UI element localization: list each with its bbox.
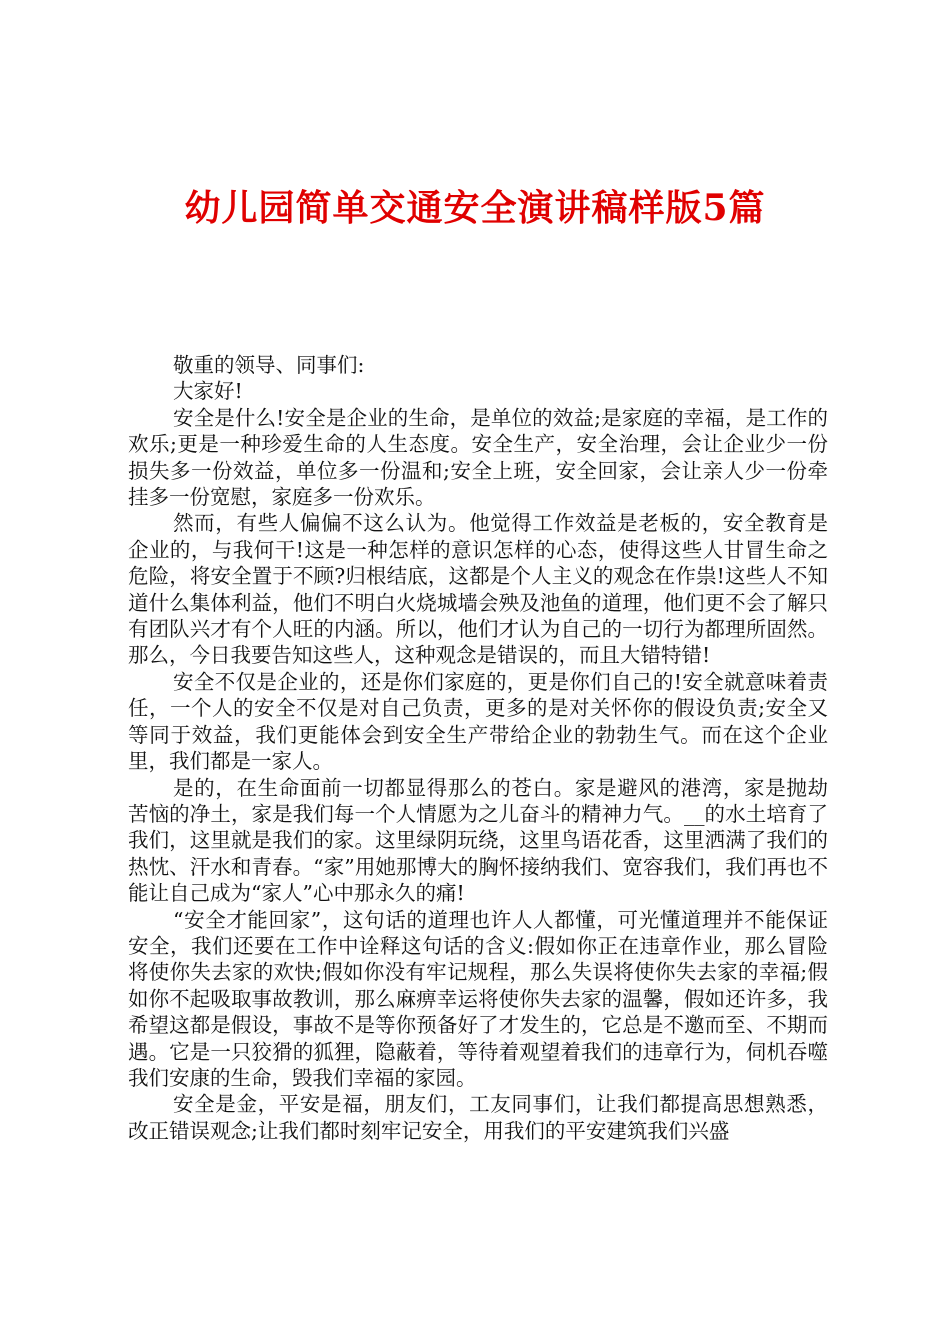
salutation-paragraph: 敬重的领导、同事们: xyxy=(173,353,365,377)
document-body xyxy=(128,352,828,1144)
body-paragraph: “安全才能回家”，这句话的道理也许人人都懂，可光懂道理并不能保证安全，我们还要在工作中诠释这句话的含义:假如你正在违章作业，那么冒险将使你失去家的欢快;假如你没有牢记规程，那么失误将使你失去家的幸福;假如你不起吸取事故教训，那么麻痹幸运将使你失去家的温馨，假如还许多，我希望这都是假设，事故不是等你预备好了才发生的，它总是不邀而至、不期而遇。它是一只狡猾的狐狸，隐蔽着，等待着观望着我们的违章行为，伺机吞噬我们安康的生命，毁我们幸福的家园。 xyxy=(128,907,828,1090)
body-paragraph: 是的，在生命面前一切都显得那么的苍白。家是避风的港湾，家是抛劫苦恼的净土，家是我们每一个人情愿为之儿奋斗的精神力气。__的水土培育了我们，这里就是我们的家。这里绿阴玩绕，这里鸟语花香，这里洒满了我们的热忱、汗水和青春。“家”用她那博大的胸怀接纳我们、宽容我们，我们再也不能让自己成为“家人”心中那永久的痛! xyxy=(128,775,828,906)
document-title: 幼儿园简单交通安全演讲稿样版5篇 xyxy=(184,187,766,229)
body-paragraph: 安全不仅是企业的，还是你们家庭的，更是你们自己的!安全就意味着责任，一个人的安全不仅是对自己负责，更多的是对关怀你的假设负责;安全又等同于效益，我们更能体会到安全生产带给企业的勃勃生气。而在这个企业里，我们都是一家人。 xyxy=(128,669,828,774)
body-paragraph: 安全是什么!安全是企业的生命，是单位的效益;是家庭的幸福，是工作的欢乐;更是一种珍爱生命的人生态度。安全生产，安全治理，会让企业少一份损失多一份效益，单位多一份温和;安全上班，安全回家，会让亲人少一份牵挂多一份宽慰，家庭多一份欢乐。 xyxy=(128,405,828,510)
body-paragraph: 安全是金，平安是福，朋友们，工友同事们，让我们都提高思想熟悉，改正错误观念;让我们都时刻牢记安全，用我们的平安建筑我们兴盛 xyxy=(128,1092,828,1143)
body-paragraph: 然而，有些人偏偏不这么认为。他觉得工作效益是老板的，安全教育是企业的，与我何干!这是一种怎样的意识怎样的心态，使得这些人甘冒生命之危险，将安全置于不顾?归根结底，这都是个人主义的观念在作祟!这些人不知道什么集体利益，他们不明白火烧城墙会殃及池鱼的道理，他们更不会了解只有团队兴才有个人旺的内涵。所以，他们才认为自己的一切行为都理所固然。那么，今日我要告知这些人，这种观念是错误的，而且大错特错! xyxy=(128,511,828,668)
greeting-paragraph: 大家好! xyxy=(173,379,243,404)
